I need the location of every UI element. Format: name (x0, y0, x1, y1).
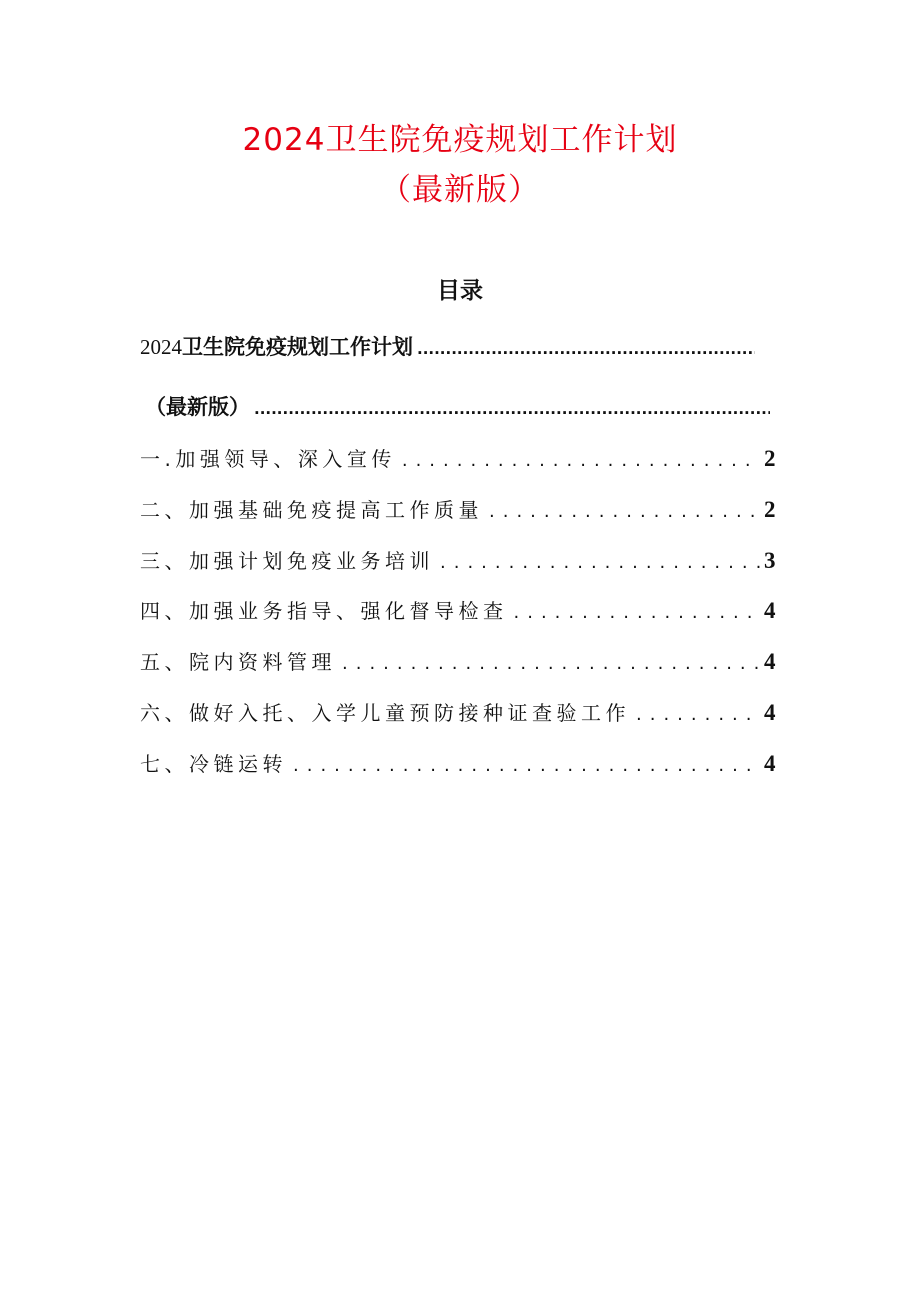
toc-page-number: 2 (764, 497, 780, 522)
toc-dot-leader (636, 699, 760, 731)
toc-entry-label: 六、做好入托、入学儿童预防接种证查验工作 (140, 701, 630, 725)
toc-dot-leader (293, 750, 760, 782)
toc-page-number: 4 (764, 700, 780, 725)
toc-entry-subtitle[interactable] (145, 391, 770, 423)
toc-page-number: 2 (764, 446, 780, 471)
toc-heading: 目录 (437, 278, 483, 304)
toc-entry-title[interactable] (140, 331, 755, 363)
toc-entry-label: 三、加强计划免疫业务培训 (140, 549, 434, 573)
toc-entry-label: 七、冷链运转 (140, 752, 287, 776)
toc-entry-section-2[interactable] (140, 494, 780, 526)
toc-entry-section-6[interactable] (140, 697, 780, 729)
toc-page-number: 4 (764, 598, 780, 623)
toc-page-number: 3 (764, 548, 780, 573)
toc-entry-section-5[interactable] (140, 646, 780, 678)
toc-entry-section-7[interactable] (140, 748, 780, 780)
toc-entry-label: 一.加强领导、深入宣传 (140, 447, 396, 471)
toc-dot-leader (342, 648, 760, 680)
toc-dot-leader (254, 393, 770, 425)
toc-dot-leader (514, 597, 761, 629)
toc-dot-leader (440, 547, 760, 579)
toc-dot-leader (489, 496, 760, 528)
toc-entry-label: 五、院内资料管理 (140, 650, 336, 674)
toc-page-number: 4 (764, 751, 780, 776)
toc-entry-label: 2024卫生院免疫规划工作计划 (140, 335, 413, 359)
toc-entry-label: 二、加强基础免疫提高工作质量 (140, 498, 483, 522)
toc-entry-label: （最新版） (145, 395, 250, 419)
toc-entry-section-1[interactable] (140, 443, 780, 475)
toc-entry-section-4[interactable] (140, 595, 780, 627)
toc-entry-label: 四、加强业务指导、强化督导检查 (140, 599, 508, 623)
toc-dot-leader (402, 445, 760, 477)
toc-page-number: 4 (764, 649, 780, 674)
document-title-line1: 2024卫生院免疫规划工作计划 (242, 122, 678, 158)
document-title-line2: （最新版） (380, 172, 540, 208)
toc-entry-section-3[interactable] (140, 545, 780, 577)
toc-dot-leader (417, 333, 755, 365)
